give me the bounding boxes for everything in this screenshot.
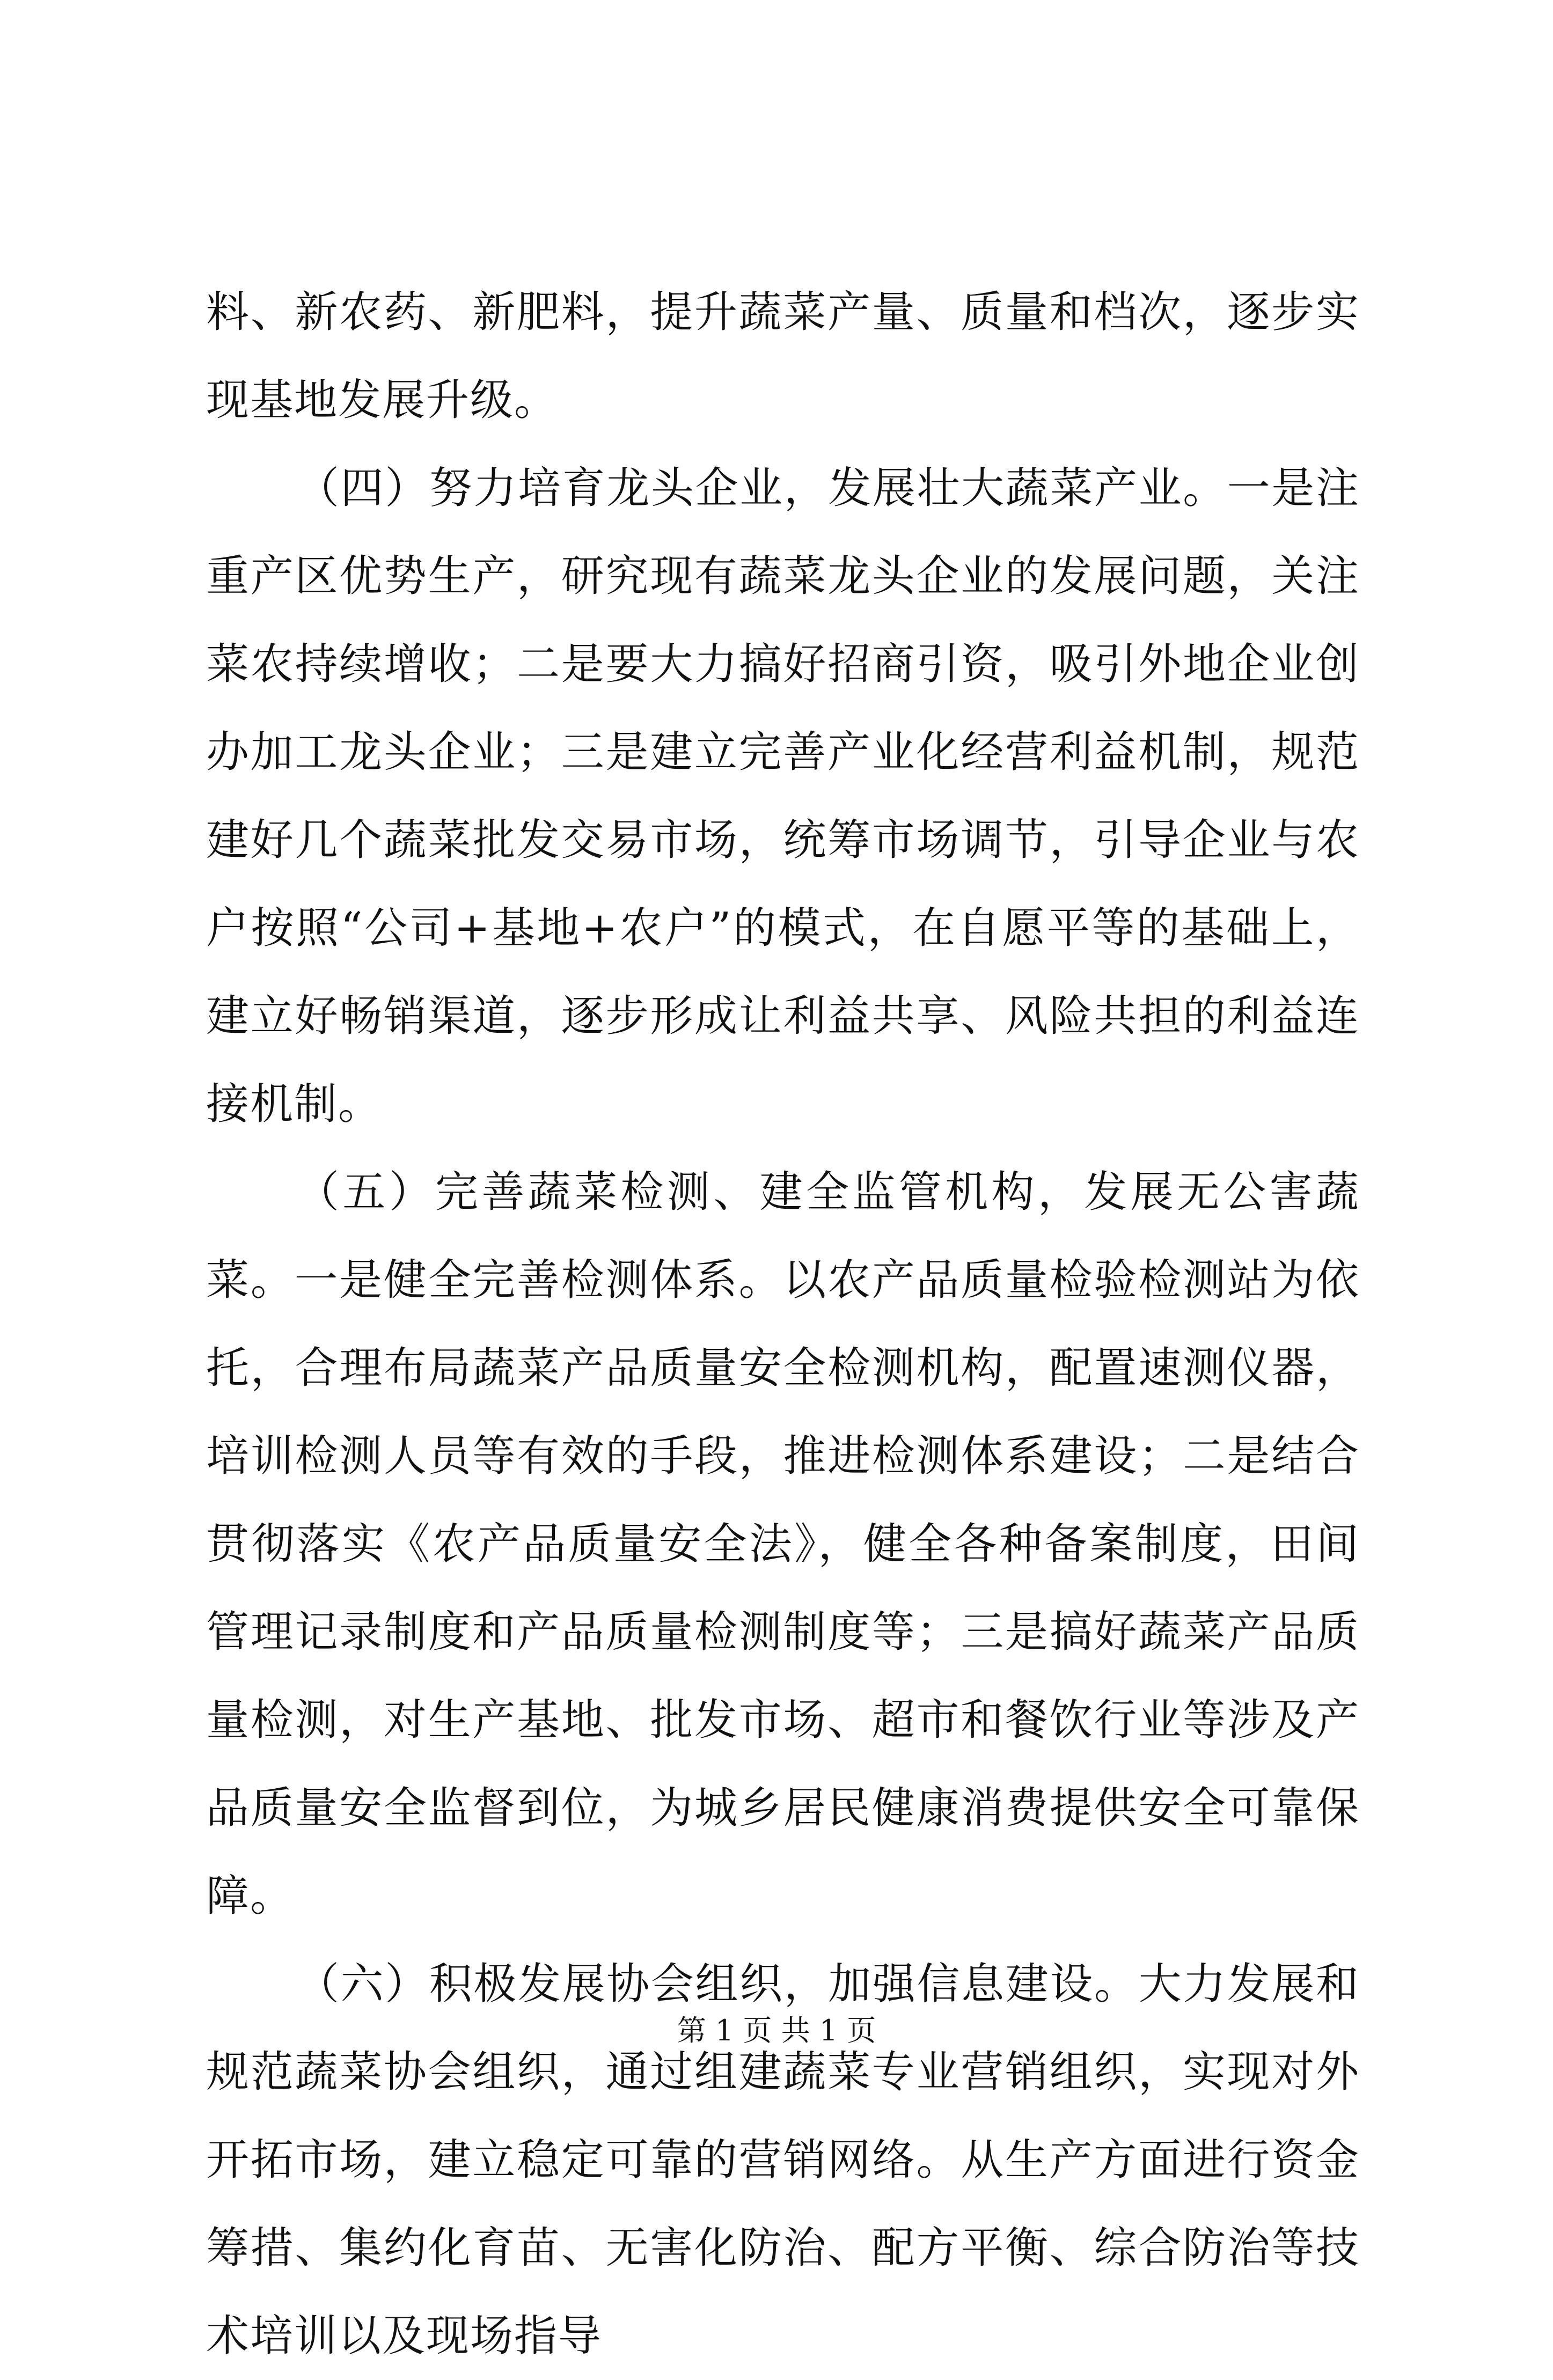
page-footer <box>0 2012 1553 2050</box>
paragraph-section-5: （五）完善蔬菜检测、建全监管机构，发展无公害蔬菜。一是健全完善检测体系。以农产品质量检验检测站为依托，合理布局蔬菜产品质量安全检测机构，配置速测仪器，培训检测人员等有效的手段，推进检测体系建设；二是结合贯彻落实《农产品质量安全法》，健全各种备案制度，田间管理记录制度和产品质量检测制度等；三是搞好蔬菜产品质量检测，对生产基地、批发市场、超市和餐饮行业等涉及产品质量安全监督到位，为城乡居民健康消费提供安全可靠保障。 <box>206 1167 1360 1921</box>
page-number-label: 第 1 页 共 1 页 <box>677 2014 876 2047</box>
paragraph-section-4: （四）努力培育龙头企业，发展壮大蔬菜产业。一是注重产区优势生产，研究现有蔬菜龙头企业的发展问题，关注菜农持续增收；二是要大力搞好招商引资，吸引外地企业创办加工龙头企业；三是建立完善产业化经营利益机制，规范建好几个蔬菜批发交易市场，统筹市场调节，引导企业与农户按照“公司+基地+农户”的模式，在自愿平等的基础上，建立好畅销渠道，逐步形成让利益共享、风险共担的利益连接机制。 <box>206 463 1360 1129</box>
document-body <box>206 268 1360 2380</box>
paragraph-continuation: 料、新农药、新肥料，提升蔬菜产量、质量和档次，逐步实现基地发展升级。 <box>206 287 1360 425</box>
paragraph-section-6: （六）积极发展协会组织，加强信息建设。大力发展和规范蔬菜协会组织，通过组建蔬菜专业营销组织，实现对外开拓市场，建立稳定可靠的营销网络。从生产方面进行资金筹措、集约化育苗、无害化防治、配方平衡、综合防治等技术培训以及现场指导 <box>206 1959 1360 2361</box>
